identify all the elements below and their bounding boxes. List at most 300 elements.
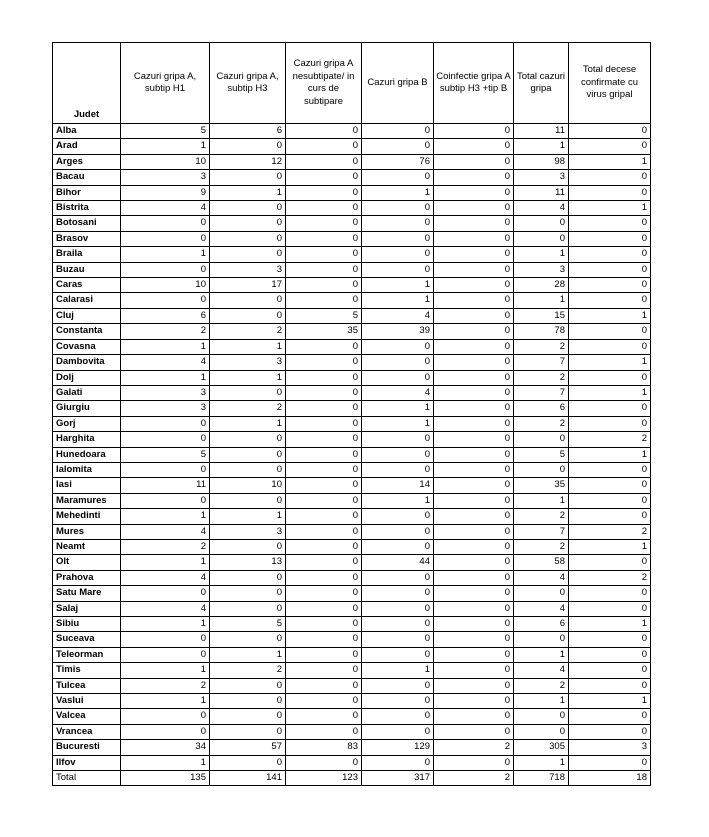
table-row — [53, 755, 651, 770]
cell-value: 11 — [514, 185, 569, 200]
cell-value: 0 — [286, 524, 362, 539]
cell-value: 58 — [514, 555, 569, 570]
cell-value: 0 — [434, 524, 514, 539]
table-row — [53, 293, 651, 308]
cell-value: 5 — [210, 617, 286, 632]
county-name: Mehedinti — [53, 509, 121, 524]
cell-value: 2 — [514, 370, 569, 385]
cell-value: 0 — [286, 124, 362, 139]
cell-value: 10 — [210, 478, 286, 493]
cell-value: 4 — [514, 570, 569, 585]
county-name: Constanta — [53, 324, 121, 339]
cell-value: 0 — [286, 709, 362, 724]
table-row — [53, 509, 651, 524]
cell-value: 0 — [569, 401, 651, 416]
header-total-decese: Total decese confirmate cu virus gripal — [569, 43, 651, 124]
cell-value: 0 — [514, 432, 569, 447]
cell-value: 0 — [286, 462, 362, 477]
cell-value: 3 — [514, 262, 569, 277]
cell-value: 1 — [121, 617, 210, 632]
cell-value: 0 — [362, 355, 434, 370]
county-name: Covasna — [53, 339, 121, 354]
table-body — [53, 124, 651, 786]
cell-value: 0 — [569, 601, 651, 616]
cell-value: 0 — [210, 447, 286, 462]
cell-value: 11 — [121, 478, 210, 493]
cell-value: 0 — [434, 385, 514, 400]
table-row — [53, 231, 651, 246]
cell-value: 0 — [514, 216, 569, 231]
cell-value: 0 — [434, 694, 514, 709]
cell-value: 1 — [569, 447, 651, 462]
cell-value: 3 — [514, 170, 569, 185]
cell-value: 1 — [569, 694, 651, 709]
cell-value: 0 — [434, 247, 514, 262]
table-row — [53, 678, 651, 693]
table-row — [53, 724, 651, 739]
cell-value: 0 — [569, 170, 651, 185]
cell-value: 0 — [434, 755, 514, 770]
cell-value: 0 — [286, 663, 362, 678]
cell-value: 2 — [569, 524, 651, 539]
cell-value: 0 — [362, 231, 434, 246]
table-row — [53, 201, 651, 216]
county-name: Valcea — [53, 709, 121, 724]
county-name: Satu Mare — [53, 586, 121, 601]
cell-value: 1 — [210, 185, 286, 200]
cell-value: 1 — [362, 185, 434, 200]
cell-value: 1 — [121, 694, 210, 709]
cell-value: 0 — [434, 632, 514, 647]
cell-value: 4 — [121, 570, 210, 585]
table-row — [53, 524, 651, 539]
cell-value: 0 — [569, 339, 651, 354]
cell-value: 1 — [210, 416, 286, 431]
cell-value: 0 — [569, 678, 651, 693]
cell-value: 0 — [286, 154, 362, 169]
cell-value: 0 — [434, 539, 514, 554]
cell-value: 0 — [362, 370, 434, 385]
table-total-row — [53, 771, 651, 786]
table-row — [53, 709, 651, 724]
cell-value: 0 — [362, 139, 434, 154]
cell-value: 6 — [514, 401, 569, 416]
cell-value: 1 — [210, 370, 286, 385]
cell-value: 0 — [362, 216, 434, 231]
county-name: Giurgiu — [53, 401, 121, 416]
cell-value: 0 — [434, 339, 514, 354]
cell-value: 0 — [362, 601, 434, 616]
cell-value: 1 — [514, 247, 569, 262]
cell-value: 0 — [569, 293, 651, 308]
cell-value: 0 — [434, 509, 514, 524]
cell-value: 83 — [286, 740, 362, 755]
county-name: Vaslui — [53, 694, 121, 709]
cell-value: 141 — [210, 771, 286, 786]
cell-value: 1 — [121, 755, 210, 770]
cell-value: 0 — [362, 678, 434, 693]
cell-value: 2 — [121, 539, 210, 554]
header-judet: Judet — [53, 43, 121, 124]
cell-value: 0 — [362, 586, 434, 601]
cell-value: 0 — [210, 678, 286, 693]
table-row — [53, 324, 651, 339]
cell-value: 0 — [286, 355, 362, 370]
county-name: Galati — [53, 385, 121, 400]
cell-value: 57 — [210, 740, 286, 755]
cell-value: 0 — [286, 694, 362, 709]
cell-value: 4 — [362, 385, 434, 400]
header-coinfectie: Coinfectie gripa A subtip H3 +tip B — [434, 43, 514, 124]
cell-value: 3 — [121, 401, 210, 416]
table-row — [53, 447, 651, 462]
cell-value: 0 — [286, 647, 362, 662]
table-row — [53, 555, 651, 570]
cell-value: 0 — [569, 509, 651, 524]
county-name: Ialomita — [53, 462, 121, 477]
table-row — [53, 124, 651, 139]
cell-value: 0 — [210, 139, 286, 154]
cell-value: 2 — [210, 324, 286, 339]
cell-value: 0 — [434, 124, 514, 139]
header-gripa-b: Cazuri gripa B — [362, 43, 434, 124]
cell-value: 0 — [434, 601, 514, 616]
cell-value: 0 — [286, 293, 362, 308]
cell-value: 0 — [434, 416, 514, 431]
cell-value: 0 — [286, 601, 362, 616]
cell-value: 0 — [362, 447, 434, 462]
cell-value: 1 — [514, 139, 569, 154]
table-row — [53, 647, 651, 662]
cell-value: 1 — [514, 755, 569, 770]
cell-value: 1 — [121, 139, 210, 154]
cell-value: 10 — [121, 154, 210, 169]
cell-value: 2 — [514, 339, 569, 354]
cell-value: 1 — [362, 416, 434, 431]
cell-value: 0 — [286, 478, 362, 493]
cell-value: 28 — [514, 278, 569, 293]
cell-value: 0 — [434, 647, 514, 662]
cell-value: 0 — [434, 231, 514, 246]
cell-value: 0 — [286, 570, 362, 585]
cell-value: 0 — [434, 462, 514, 477]
cell-value: 0 — [569, 216, 651, 231]
cell-value: 0 — [210, 385, 286, 400]
cell-value: 1 — [569, 385, 651, 400]
cell-value: 11 — [514, 124, 569, 139]
cell-value: 0 — [286, 432, 362, 447]
cell-value: 0 — [210, 231, 286, 246]
cell-value: 0 — [286, 755, 362, 770]
cell-value: 305 — [514, 740, 569, 755]
cell-value: 0 — [434, 370, 514, 385]
cell-value: 44 — [362, 555, 434, 570]
cell-value: 0 — [514, 231, 569, 246]
cell-value: 1 — [569, 154, 651, 169]
cell-value: 2 — [514, 539, 569, 554]
cell-value: 0 — [121, 724, 210, 739]
cell-value: 0 — [434, 447, 514, 462]
cell-value: 1 — [362, 663, 434, 678]
county-name: Timis — [53, 663, 121, 678]
county-name: Bihor — [53, 185, 121, 200]
header-total-cazuri: Total cazuri gripa — [514, 43, 569, 124]
cell-value: 0 — [569, 647, 651, 662]
cell-value: 5 — [121, 447, 210, 462]
cell-value: 7 — [514, 524, 569, 539]
cell-value: 0 — [210, 493, 286, 508]
cell-value: 0 — [434, 570, 514, 585]
table-row — [53, 278, 651, 293]
cell-value: 0 — [569, 124, 651, 139]
cell-value: 1 — [569, 617, 651, 632]
cell-value: 1 — [210, 647, 286, 662]
cell-value: 39 — [362, 324, 434, 339]
table-row — [53, 154, 651, 169]
cell-value: 0 — [362, 201, 434, 216]
cell-value: 4 — [362, 308, 434, 323]
cell-value: 0 — [121, 493, 210, 508]
county-name: Vrancea — [53, 724, 121, 739]
cell-value: 0 — [434, 278, 514, 293]
cell-value: 0 — [286, 539, 362, 554]
cell-value: 0 — [569, 462, 651, 477]
table-row — [53, 632, 651, 647]
county-name: Teleorman — [53, 647, 121, 662]
cell-value: 1 — [210, 339, 286, 354]
table-row — [53, 247, 651, 262]
cell-value: 0 — [210, 632, 286, 647]
cell-value: 3 — [569, 740, 651, 755]
cell-value: 6 — [514, 617, 569, 632]
cell-value: 0 — [362, 432, 434, 447]
cell-value: 0 — [286, 262, 362, 277]
cell-value: 0 — [121, 647, 210, 662]
cell-value: 0 — [121, 462, 210, 477]
cell-value: 0 — [362, 709, 434, 724]
cell-value: 1 — [362, 401, 434, 416]
cell-value: 1 — [362, 278, 434, 293]
cell-value: 0 — [121, 586, 210, 601]
cell-value: 0 — [362, 647, 434, 662]
cell-value: 0 — [362, 247, 434, 262]
cell-value: 17 — [210, 278, 286, 293]
cell-value: 1 — [121, 247, 210, 262]
cell-value: 0 — [434, 262, 514, 277]
cell-value: 0 — [569, 755, 651, 770]
county-name: Salaj — [53, 601, 121, 616]
table-row — [53, 432, 651, 447]
cell-value: 6 — [210, 124, 286, 139]
cell-value: 1 — [569, 201, 651, 216]
county-name: Caras — [53, 278, 121, 293]
cell-value: 0 — [514, 724, 569, 739]
cell-value: 98 — [514, 154, 569, 169]
cell-value: 0 — [210, 462, 286, 477]
cell-value: 0 — [121, 416, 210, 431]
cell-value: 0 — [210, 724, 286, 739]
cell-value: 0 — [286, 370, 362, 385]
county-name: Suceava — [53, 632, 121, 647]
cell-value: 2 — [434, 740, 514, 755]
cell-value: 2 — [210, 401, 286, 416]
cell-value: 4 — [514, 663, 569, 678]
cell-value: 0 — [286, 201, 362, 216]
cell-value: 1 — [121, 370, 210, 385]
cell-value: 5 — [286, 308, 362, 323]
cell-value: 0 — [286, 678, 362, 693]
county-name: Dambovita — [53, 355, 121, 370]
cell-value: 0 — [286, 724, 362, 739]
county-name: Olt — [53, 555, 121, 570]
table-row — [53, 462, 651, 477]
county-name: Prahova — [53, 570, 121, 585]
cell-value: 1 — [121, 555, 210, 570]
cell-value: 2 — [121, 324, 210, 339]
cell-value: 0 — [362, 124, 434, 139]
cell-value: 0 — [569, 324, 651, 339]
table-row — [53, 617, 651, 632]
table-row — [53, 663, 651, 678]
cell-value: 0 — [121, 293, 210, 308]
header-h1: Cazuri gripa A, subtip H1 — [121, 43, 210, 124]
table-row — [53, 586, 651, 601]
table-row — [53, 355, 651, 370]
cell-value: 0 — [286, 416, 362, 431]
cell-value: 1 — [210, 509, 286, 524]
cell-value: 0 — [569, 278, 651, 293]
cell-value: 0 — [514, 586, 569, 601]
table-row — [53, 401, 651, 416]
cell-value: 0 — [210, 432, 286, 447]
cell-value: 0 — [434, 555, 514, 570]
cell-value: 0 — [362, 462, 434, 477]
cell-value: 0 — [434, 201, 514, 216]
county-name: Gorj — [53, 416, 121, 431]
county-name: Bistrita — [53, 201, 121, 216]
cell-value: 0 — [362, 755, 434, 770]
header-h3: Cazuri gripa A, subtip H3 — [210, 43, 286, 124]
cell-value: 0 — [362, 617, 434, 632]
table-header-row — [53, 43, 651, 124]
total-label: Total — [53, 771, 121, 786]
cell-value: 0 — [286, 170, 362, 185]
cell-value: 4 — [121, 355, 210, 370]
cell-value: 7 — [514, 355, 569, 370]
cell-value: 0 — [569, 724, 651, 739]
cell-value: 4 — [121, 601, 210, 616]
cell-value: 0 — [210, 694, 286, 709]
cell-value: 3 — [210, 262, 286, 277]
table-row — [53, 478, 651, 493]
cell-value: 0 — [362, 524, 434, 539]
cell-value: 0 — [210, 601, 286, 616]
cell-value: 0 — [210, 709, 286, 724]
cell-value: 0 — [121, 262, 210, 277]
cell-value: 0 — [362, 724, 434, 739]
cell-value: 0 — [362, 570, 434, 585]
cell-value: 5 — [514, 447, 569, 462]
cell-value: 2 — [121, 678, 210, 693]
county-name: Harghita — [53, 432, 121, 447]
table-row — [53, 339, 651, 354]
cell-value: 0 — [286, 586, 362, 601]
cell-value: 0 — [286, 509, 362, 524]
cell-value: 35 — [514, 478, 569, 493]
cell-value: 4 — [514, 601, 569, 616]
county-name: Calarasi — [53, 293, 121, 308]
cell-value: 0 — [121, 432, 210, 447]
cell-value: 0 — [434, 493, 514, 508]
cell-value: 0 — [569, 416, 651, 431]
county-name: Mures — [53, 524, 121, 539]
cell-value: 0 — [569, 632, 651, 647]
cell-value: 76 — [362, 154, 434, 169]
county-name: Tulcea — [53, 678, 121, 693]
cell-value: 0 — [514, 462, 569, 477]
cell-value: 1 — [121, 663, 210, 678]
cell-value: 0 — [434, 308, 514, 323]
cell-value: 0 — [286, 555, 362, 570]
cell-value: 0 — [569, 185, 651, 200]
cell-value: 0 — [569, 493, 651, 508]
cell-value: 0 — [286, 231, 362, 246]
table-row — [53, 262, 651, 277]
cell-value: 0 — [121, 709, 210, 724]
cell-value: 34 — [121, 740, 210, 755]
cell-value: 0 — [569, 247, 651, 262]
cell-value: 0 — [434, 170, 514, 185]
cell-value: 0 — [514, 632, 569, 647]
cell-value: 123 — [286, 771, 362, 786]
cell-value: 35 — [286, 324, 362, 339]
cell-value: 18 — [569, 771, 651, 786]
cell-value: 3 — [210, 524, 286, 539]
cell-value: 0 — [434, 586, 514, 601]
cell-value: 0 — [434, 478, 514, 493]
cell-value: 0 — [514, 709, 569, 724]
table-row — [53, 601, 651, 616]
cell-value: 0 — [210, 308, 286, 323]
table-row — [53, 416, 651, 431]
cell-value: 6 — [121, 308, 210, 323]
county-name: Buzau — [53, 262, 121, 277]
cell-value: 0 — [434, 617, 514, 632]
cell-value: 0 — [434, 678, 514, 693]
county-name: Dolj — [53, 370, 121, 385]
cell-value: 0 — [569, 139, 651, 154]
cell-value: 0 — [434, 139, 514, 154]
county-name: Sibiu — [53, 617, 121, 632]
cell-value: 0 — [286, 385, 362, 400]
cell-value: 0 — [569, 370, 651, 385]
county-name: Arad — [53, 139, 121, 154]
table-row — [53, 370, 651, 385]
county-name: Bacau — [53, 170, 121, 185]
cell-value: 129 — [362, 740, 434, 755]
cell-value: 12 — [210, 154, 286, 169]
table-row — [53, 308, 651, 323]
cell-value: 0 — [569, 663, 651, 678]
table-row — [53, 385, 651, 400]
cell-value: 0 — [434, 709, 514, 724]
cell-value: 0 — [210, 201, 286, 216]
cell-value: 3 — [210, 355, 286, 370]
cell-value: 0 — [121, 216, 210, 231]
table-row — [53, 740, 651, 755]
cell-value: 9 — [121, 185, 210, 200]
cell-value: 3 — [121, 170, 210, 185]
